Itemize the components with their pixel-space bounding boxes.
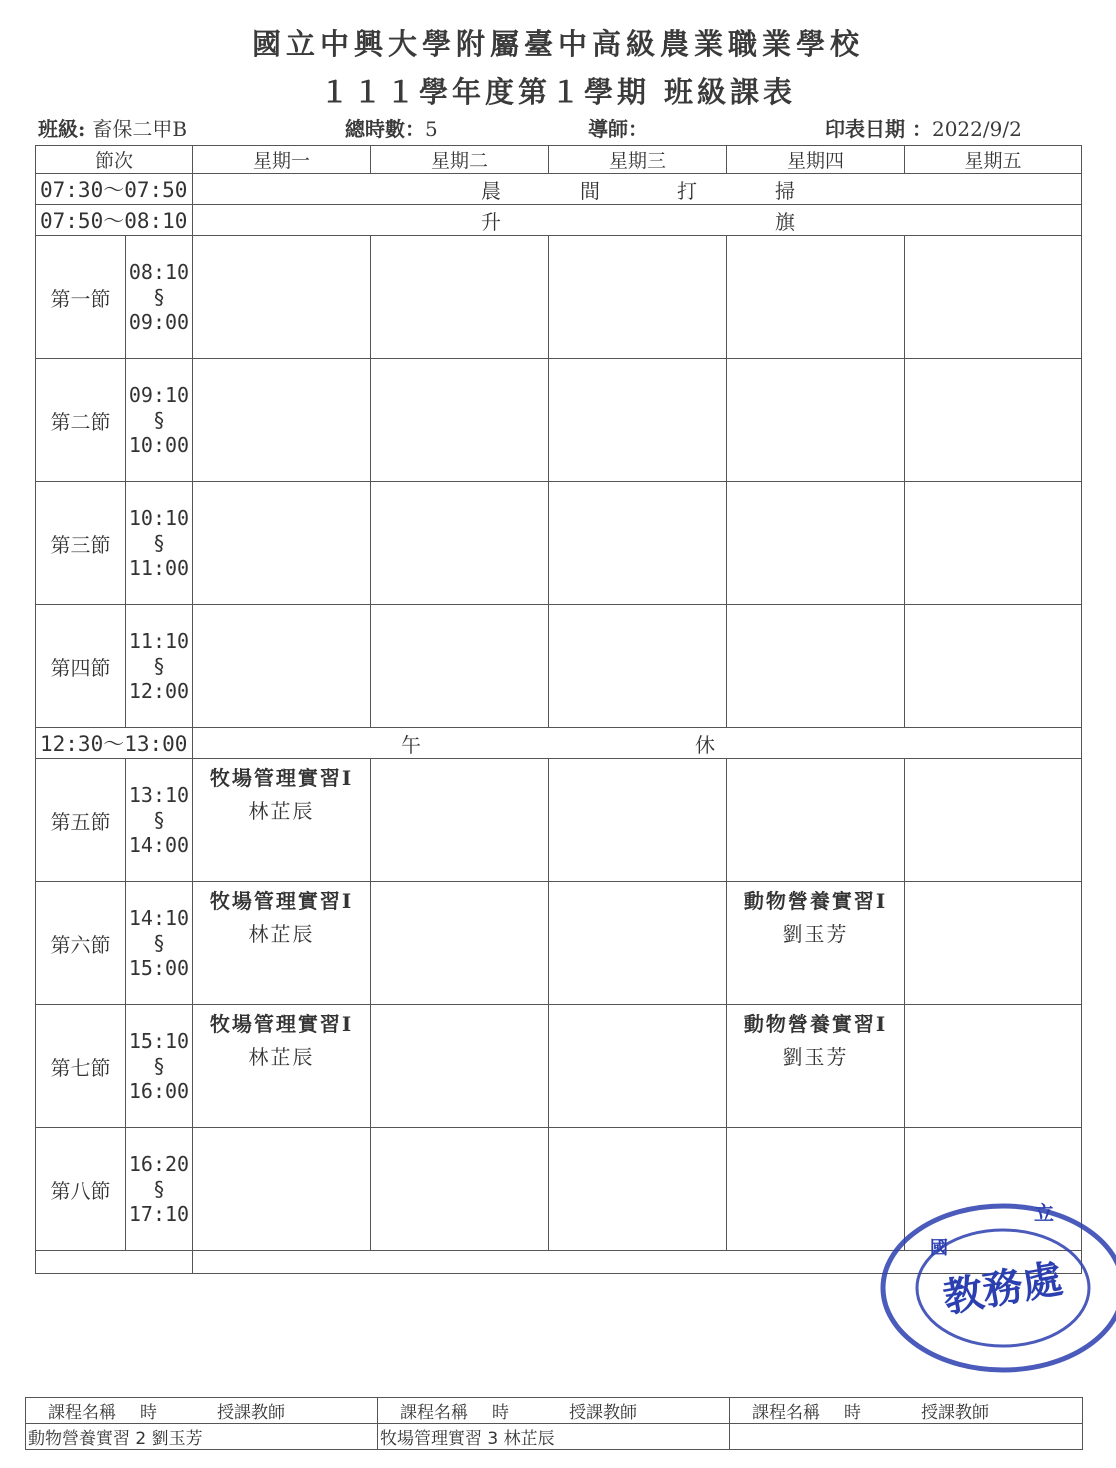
summary-data-row — [26, 1424, 1083, 1450]
range-separator: § — [152, 1053, 166, 1078]
summary-header — [378, 1398, 730, 1424]
schedule-cell — [371, 1128, 549, 1251]
period-row-3 — [36, 482, 1082, 605]
schedule-cell — [905, 236, 1082, 359]
morning-clean-row — [36, 174, 1082, 205]
flag-time: 07:50～08:10 — [36, 205, 193, 236]
hours-value: 5 — [425, 117, 438, 141]
schedule-cell — [727, 882, 905, 1005]
schedule-cell — [371, 759, 549, 882]
schedule-cell — [905, 1005, 1082, 1128]
lunch-time: 12:30～13:00 — [36, 728, 193, 759]
period-end: 16:00 — [128, 1078, 190, 1103]
schedule-cell — [549, 759, 727, 882]
range-separator: § — [152, 407, 166, 432]
schedule-cell — [193, 236, 371, 359]
period-name: 第三節 — [36, 482, 126, 605]
tutor-info — [588, 113, 648, 142]
schedule-cell — [371, 882, 549, 1005]
period-row-6 — [36, 882, 1082, 1005]
tutor-label: 導師： — [588, 117, 648, 141]
lunch-activity — [193, 728, 1082, 759]
period-end: 09:00 — [128, 309, 190, 334]
period-start: 16:20 — [128, 1151, 190, 1176]
period-start: 15:10 — [128, 1028, 190, 1053]
course-name: 牧場管理實習Ⅰ — [209, 766, 354, 790]
schedule-cell — [727, 605, 905, 728]
day-header-fri: 星期五 — [905, 146, 1082, 174]
teacher-name: 林芷辰 — [248, 922, 315, 946]
schedule-cell — [549, 236, 727, 359]
period-row-5 — [36, 759, 1082, 882]
teacher-name: 劉玉芳 — [782, 922, 849, 946]
print-date-value: 2022/9/2 — [931, 117, 1022, 141]
period-name: 第五節 — [36, 759, 126, 882]
schedule-cell — [371, 605, 549, 728]
period-start: 08:10 — [128, 259, 190, 284]
schedule-cell — [549, 605, 727, 728]
summary-course-header: 課程名稱 — [48, 1403, 116, 1423]
flag-activity — [193, 205, 1082, 236]
period-name: 第六節 — [36, 882, 126, 1005]
summary-teacher: 劉玉芳 — [151, 1429, 203, 1449]
period-time-range — [126, 1005, 193, 1128]
period-end: 15:00 — [128, 955, 190, 980]
period-time-range — [126, 882, 193, 1005]
period-row-4 — [36, 605, 1082, 728]
schedule-cell — [905, 359, 1082, 482]
activity-char: 晨 — [481, 179, 502, 203]
course-name: 牧場管理實習Ⅰ — [209, 1012, 354, 1036]
class-label: 班級: — [38, 117, 86, 141]
schedule-cell — [371, 236, 549, 359]
period-end: 12:00 — [128, 678, 190, 703]
schedule-cell — [727, 1005, 905, 1128]
schedule-cell — [905, 482, 1082, 605]
teacher-name: 林芷辰 — [248, 799, 315, 823]
schedule-cell — [193, 759, 371, 882]
summary-teacher-header: 授課教師 — [569, 1403, 637, 1423]
course-name: 動物營養實習Ⅰ — [743, 1012, 888, 1036]
summary-hours-header: 時 — [844, 1403, 861, 1423]
period-time-range — [126, 1128, 193, 1251]
teacher-name: 林芷辰 — [248, 1045, 315, 1069]
seal-center-text: 教務處 — [939, 1254, 1066, 1323]
office-seal-stamp — [878, 1190, 1116, 1380]
summary-teacher-header: 授課教師 — [921, 1403, 989, 1423]
schedule-cell — [193, 1128, 371, 1251]
summary-hours-header: 時 — [492, 1403, 509, 1423]
activity-char: 升 — [481, 210, 502, 234]
activity-char: 休 — [695, 733, 716, 757]
schedule-cell — [905, 605, 1082, 728]
schedule-cell — [727, 759, 905, 882]
range-separator: § — [152, 284, 166, 309]
schedule-cell — [193, 359, 371, 482]
period-time-range — [126, 236, 193, 359]
day-header-thu: 星期四 — [727, 146, 905, 174]
schedule-cell — [727, 482, 905, 605]
schedule-table — [35, 145, 1082, 1274]
morning-clean-activity — [193, 174, 1082, 205]
schedule-subtitle: １１１學年度第１學期 班級課表 — [319, 75, 797, 109]
period-end: 10:00 — [128, 432, 190, 457]
period-end: 11:00 — [128, 555, 190, 580]
period-end: 14:00 — [128, 832, 190, 857]
course-summary-table — [25, 1397, 1083, 1450]
period-time-range — [126, 482, 193, 605]
summary-course: 動物營養實習 — [28, 1429, 130, 1449]
summary-teacher: 林芷辰 — [503, 1429, 555, 1449]
range-separator: § — [152, 930, 166, 955]
day-header-wed: 星期三 — [549, 146, 727, 174]
period-name: 第二節 — [36, 359, 126, 482]
course-name: 動物營養實習Ⅰ — [743, 889, 888, 913]
school-title: 國立中興大學附屬臺中高級農業職業學校 — [251, 27, 864, 61]
schedule-cell — [549, 482, 727, 605]
schedule-cell — [371, 1005, 549, 1128]
period-name: 第七節 — [36, 1005, 126, 1128]
summary-header-row — [26, 1398, 1083, 1424]
schedule-cell — [193, 882, 371, 1005]
flag-row — [36, 205, 1082, 236]
summary-header — [730, 1398, 1083, 1424]
class-value: 畜保二甲B — [92, 117, 188, 141]
day-header-mon: 星期一 — [193, 146, 371, 174]
print-date-label: 印表日期 ： — [825, 117, 932, 141]
period-row-2 — [36, 359, 1082, 482]
schedule-cell — [727, 236, 905, 359]
period-start: 13:10 — [128, 782, 190, 807]
period-time-range — [126, 605, 193, 728]
print-date-info — [825, 113, 1022, 142]
range-separator: § — [152, 807, 166, 832]
schedule-cell — [549, 882, 727, 1005]
teacher-name: 劉玉芳 — [782, 1045, 849, 1069]
period-name: 第一節 — [36, 236, 126, 359]
lunch-row — [36, 728, 1082, 759]
period-start: 14:10 — [128, 905, 190, 930]
activity-char: 旗 — [775, 210, 796, 234]
schedule-cell — [371, 482, 549, 605]
seal-top-char: 立 — [1034, 1201, 1054, 1225]
schedule-cell — [549, 1128, 727, 1251]
schedule-cell — [193, 1005, 371, 1128]
corner-header: 節次 — [36, 146, 193, 174]
summary-course-header: 課程名稱 — [752, 1403, 820, 1423]
schedule-cell — [905, 759, 1082, 882]
range-separator: § — [152, 653, 166, 678]
range-separator: § — [152, 1176, 166, 1201]
activity-char: 午 — [401, 733, 422, 757]
schedule-cell — [549, 359, 727, 482]
summary-header — [26, 1398, 378, 1424]
schedule-cell — [549, 1005, 727, 1128]
schedule-cell — [905, 882, 1082, 1005]
period-name: 第八節 — [36, 1128, 126, 1251]
period-start: 10:10 — [128, 505, 190, 530]
summary-entry — [378, 1424, 730, 1450]
activity-char: 間 — [580, 179, 601, 203]
schedule-cell — [727, 359, 905, 482]
day-header-tue: 星期二 — [371, 146, 549, 174]
hours-label: 總時數： — [345, 117, 425, 141]
period-start: 09:10 — [128, 382, 190, 407]
summary-course: 牧場管理實習 — [380, 1429, 482, 1449]
schedule-cell — [371, 359, 549, 482]
activity-char: 打 — [677, 179, 698, 203]
morning-clean-time: 07:30～07:50 — [36, 174, 193, 205]
period-name: 第四節 — [36, 605, 126, 728]
range-separator: § — [152, 530, 166, 555]
header-row — [36, 146, 1082, 174]
schedule-cell — [193, 605, 371, 728]
empty-cell — [36, 1251, 193, 1274]
hours-info — [345, 113, 438, 142]
summary-entry — [26, 1424, 378, 1450]
summary-hours: 3 — [487, 1429, 499, 1449]
summary-teacher-header: 授課教師 — [217, 1403, 285, 1423]
course-name: 牧場管理實習Ⅰ — [209, 889, 354, 913]
period-row-1 — [36, 236, 1082, 359]
summary-hours: 2 — [135, 1429, 147, 1449]
activity-char: 掃 — [775, 179, 796, 203]
summary-entry-empty — [730, 1424, 1083, 1450]
period-row-7 — [36, 1005, 1082, 1128]
period-time-range — [126, 759, 193, 882]
period-time-range — [126, 359, 193, 482]
summary-hours-header: 時 — [140, 1403, 157, 1423]
period-start: 11:10 — [128, 628, 190, 653]
class-info — [38, 113, 187, 142]
schedule-cell — [193, 482, 371, 605]
summary-course-header: 課程名稱 — [400, 1403, 468, 1423]
seal-left-char: 國 — [930, 1238, 948, 1259]
period-end: 17:10 — [128, 1201, 190, 1226]
